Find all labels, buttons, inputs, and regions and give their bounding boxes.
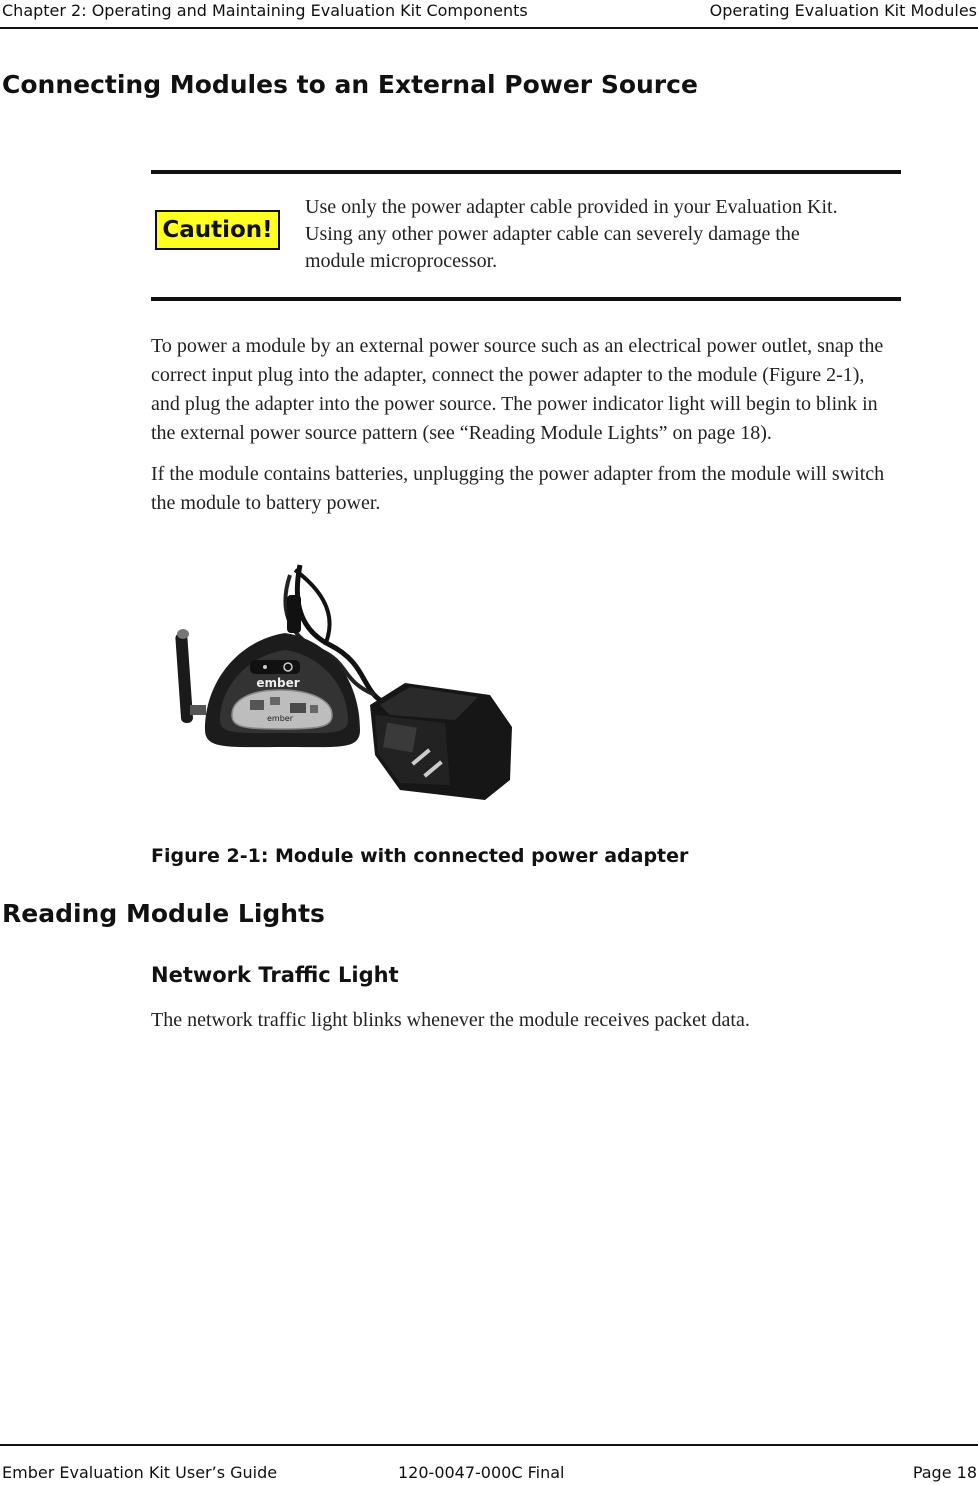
caution-line: Using any other power adapter cable can severely damage the bbox=[305, 223, 800, 245]
paragraph-line: the module to battery power. bbox=[151, 492, 381, 514]
paragraph-line: the external power source pattern (see “Reading Module Lights” on page 18). bbox=[151, 422, 772, 444]
device-brand-label: ember bbox=[256, 676, 300, 690]
header-chapter-title: Chapter 2: Operating and Maintaining Evaluation Kit Components bbox=[2, 1, 528, 20]
paragraph-line: The network traffic light blinks whenever the module receives packet data. bbox=[151, 1009, 750, 1031]
board-brand-label: ember bbox=[266, 714, 294, 723]
module-adapter-illustration bbox=[160, 555, 530, 805]
paragraph-line: and plug the adapter into the power source. The power indicator light will begin to blink in bbox=[151, 393, 878, 415]
footer-document-number: 120-0047-000C Final bbox=[398, 1463, 565, 1482]
footer-page-number: Page 18 bbox=[912, 1463, 977, 1482]
subheading-network-traffic-light: Network Traffic Light bbox=[151, 963, 399, 987]
caution-line: module microprocessor. bbox=[305, 250, 498, 272]
figure-caption: Figure 2-1: Module with connected power adapter bbox=[151, 845, 689, 867]
caution-bottom-rule bbox=[151, 297, 901, 301]
page-footer bbox=[0, 1444, 978, 1485]
header-section-title: Operating Evaluation Kit Modules bbox=[709, 1, 977, 20]
module-adapter-photo bbox=[160, 555, 530, 805]
paragraph-battery-note bbox=[151, 460, 971, 518]
caution-badge: Caution! bbox=[155, 210, 280, 250]
section-heading-external-power: Connecting Modules to an External Power Source bbox=[2, 70, 698, 99]
paragraph-line: correct input plug into the adapter, connect the power adapter to the module (Figure 2-1), bbox=[151, 364, 865, 386]
paragraph-power-instructions bbox=[151, 332, 971, 448]
dc-plug-icon bbox=[287, 595, 301, 633]
footer-guide-title: Ember Evaluation Kit User’s Guide bbox=[2, 1463, 278, 1482]
paragraph-line: If the module contains batteries, unplugging the power adapter from the module will switch bbox=[151, 463, 885, 485]
section-heading-module-lights: Reading Module Lights bbox=[2, 899, 325, 928]
caution-text bbox=[305, 194, 905, 275]
page-header bbox=[0, 0, 978, 29]
caution-line: Use only the power adapter cable provided in your Evaluation Kit. bbox=[305, 196, 838, 218]
paragraph-line: To power a module by an external power source such as an electrical power outlet, snap the bbox=[151, 335, 884, 357]
paragraph-network-traffic bbox=[151, 1006, 971, 1035]
caution-top-rule bbox=[151, 170, 901, 174]
